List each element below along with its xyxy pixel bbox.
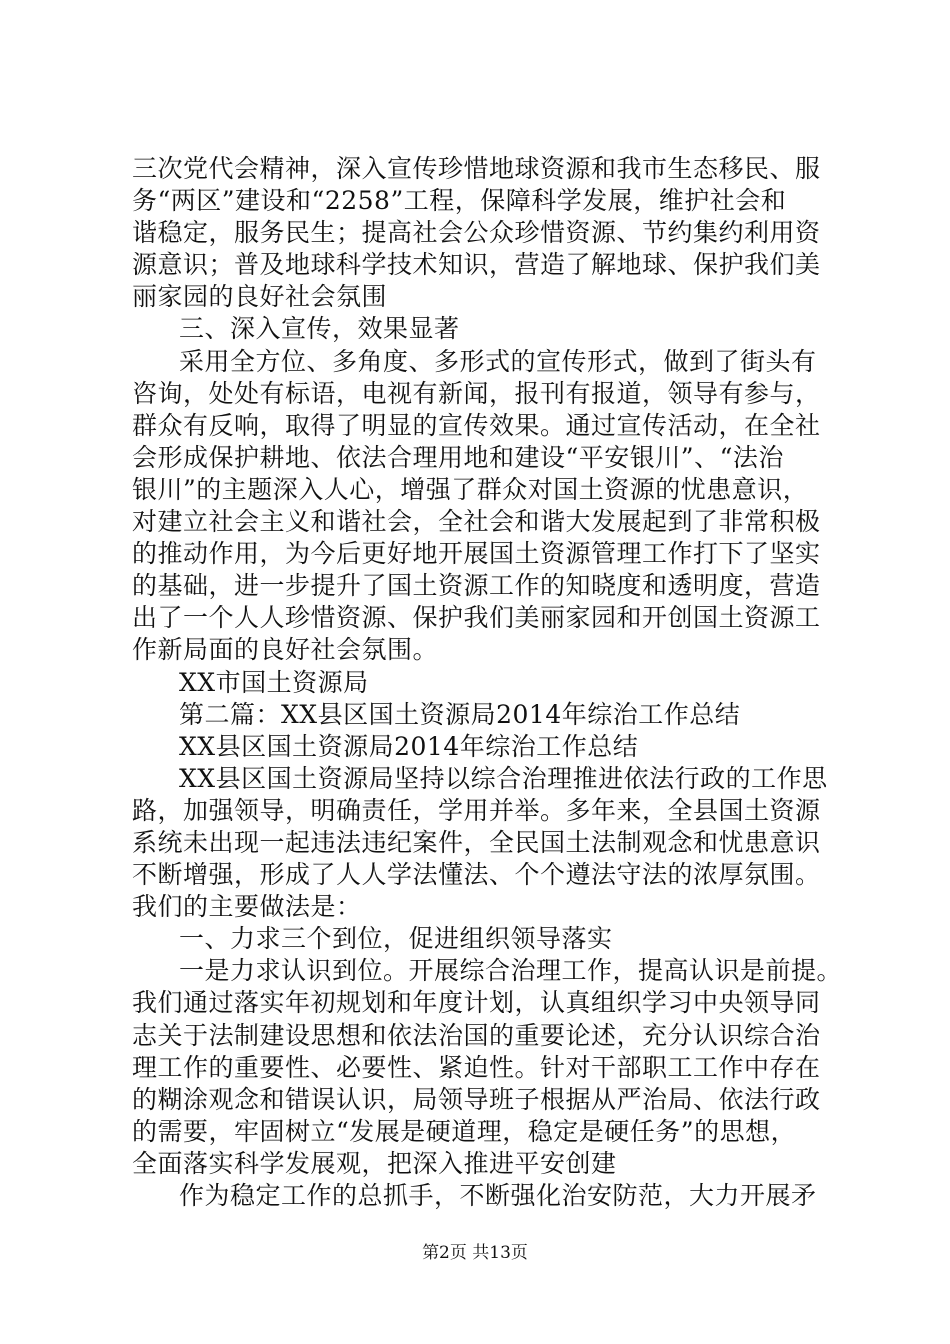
text-line: 一、力求三个到位，促进组织领导落实 xyxy=(179,924,613,954)
text-line: 的需要，牢固树立“发展是硬道理，稳定是硬任务”的思想， xyxy=(132,1116,797,1146)
text-line: 的推动作用，为今后更好地开展国土资源管理工作打下了坚实 xyxy=(132,539,821,569)
text-line: 一是力求认识到位。开展综合治理工作，提高认识是前提。 xyxy=(179,956,843,986)
document-body xyxy=(132,153,843,1212)
text-line: 路，加强领导，明确责任，学用并举。多年来，全县国土资源 xyxy=(132,795,821,825)
text-line: 银川”的主题深入人心，增强了群众对国土资源的忧患意识， xyxy=(132,474,809,504)
text-line: 作新局面的良好社会氛围。 xyxy=(132,635,439,665)
text-line: 采用全方位、多角度、多形式的宣传形式，做到了街头有 xyxy=(179,346,817,376)
text-line: 作为稳定工作的总抓手，不断强化治安防范，大力开展矛 xyxy=(179,1181,817,1210)
text-line: 对建立社会主义和谐社会，全社会和谐大发展起到了非常积极 xyxy=(132,507,821,537)
text-line: XX县区国土资源局2014年综治工作总结 xyxy=(179,731,639,761)
text-line: 三、深入宣传，效果显著 xyxy=(179,314,460,344)
text-line: 丽家园的良好社会氛围 xyxy=(132,282,388,312)
text-line: 系统未出现一起违法违纪案件，全民国土法制观念和忧患意识 xyxy=(132,827,821,857)
page-footer: 第2页 共13页 xyxy=(422,1243,528,1263)
text-line: 的基础，进一步提升了国土资源工作的知晓度和透明度，营造 xyxy=(132,571,821,601)
text-line: 志关于法制建设思想和依法治国的重要论述，充分认识综合治 xyxy=(132,1020,821,1050)
text-line: 会形成保护耕地、依法合理用地和建设“平安银川”、“法治 xyxy=(132,442,784,472)
text-line: 全面落实科学发展观，把深入推进平安创建 xyxy=(132,1148,617,1178)
text-line: 不断增强，形成了人人学法懂法、个个遵法守法的浓厚氛围。 xyxy=(132,860,821,890)
text-line: 我们的主要做法是： xyxy=(132,892,362,922)
text-line: 咨询，处处有标语，电视有新闻，报刊有报道，领导有参与， xyxy=(132,378,821,408)
text-line: 我们通过落实年初规划和年度计划，认真组织学习中央领导同 xyxy=(132,988,821,1018)
text-line: 第二篇：XX县区国土资源局2014年综治工作总结 xyxy=(179,699,741,729)
text-line: 谐稳定，服务民生；提高社会公众珍惜资源、节约集约利用资 xyxy=(132,218,821,248)
text-line: 源意识；普及地球科学技术知识，营造了解地球、保护我们美 xyxy=(132,250,821,280)
text-line: XX县区国土资源局坚持以综合治理推进依法行政的工作思 xyxy=(179,763,828,793)
text-line: 理工作的重要性、必要性、紧迫性。针对干部职工工作中存在 xyxy=(132,1052,821,1082)
text-line: 三次党代会精神，深入宣传珍惜地球资源和我市生态移民、服 xyxy=(132,154,821,183)
text-line: 出了一个人人珍惜资源、保护我们美丽家园和开创国土资源工 xyxy=(132,603,821,633)
text-line: XX市国土资源局 xyxy=(179,667,369,697)
text-line: 的糊涂观念和错误认识，局领导班子根据从严治局、依法行政 xyxy=(132,1084,821,1114)
text-line: 群众有反响，取得了明显的宣传效果。通过宣传活动，在全社 xyxy=(132,410,821,440)
text-line: 务“两区”建设和“2258”工程，保障科学发展，维护社会和 xyxy=(132,186,787,216)
